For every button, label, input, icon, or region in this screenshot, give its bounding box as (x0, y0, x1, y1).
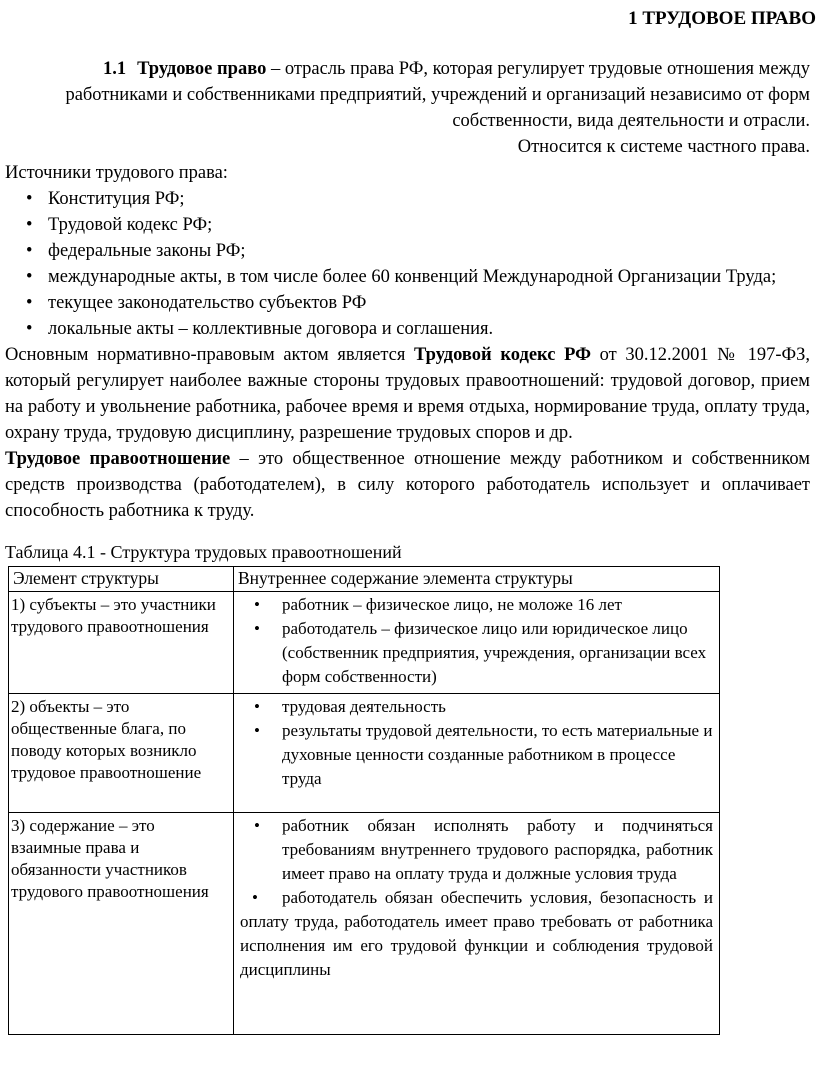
element-cell: 1) субъекты – это участники трудового правоотношения (9, 592, 234, 694)
content-bullet-item (240, 695, 713, 719)
bullet-text: работодатель – физическое лицо или юридическое лицо (собственник предприятия, учреждения, организации всех форм собственности) (282, 619, 707, 686)
bullet-icon: • (26, 215, 33, 235)
paragraph-text: Основным нормативно-правовым актом является (5, 345, 415, 365)
table-row-objects (9, 694, 720, 813)
source-item-text: локальные акты – коллективные договора и соглашения. (48, 319, 494, 339)
source-item-text: Конституция РФ; (48, 189, 185, 209)
section-number: 1.1 (103, 59, 127, 79)
content-bullet-item (240, 814, 713, 886)
content-bullet-item (240, 617, 713, 689)
sources-heading: Источники трудового права: (5, 163, 228, 183)
source-item (5, 316, 810, 342)
source-item (5, 264, 810, 290)
content-bullet-list (240, 593, 713, 689)
source-item-text: международные акты, в том числе более 60 конвенций Международной Организации Труда; (48, 267, 777, 287)
content-bullet-paragraph (240, 886, 713, 982)
content-cell (234, 592, 720, 694)
bullet-icon: • (254, 619, 260, 638)
sources-list (5, 186, 810, 342)
content-bullet-list (240, 695, 713, 791)
table-header-row (9, 567, 720, 592)
paragraph-bold-term: Трудовой кодекс РФ (414, 345, 591, 365)
source-item (5, 186, 810, 212)
column-header-element: Элемент структуры (9, 567, 234, 592)
bullet-icon: • (26, 293, 33, 313)
source-item-text: Трудовой кодекс РФ; (48, 215, 213, 235)
source-item (5, 238, 810, 264)
table-row-subjects (9, 592, 720, 694)
element-cell: 2) объекты – это общественные блага, по поводу которых возникло трудовое правоотношение (9, 694, 234, 813)
section-definition: – отрасль права РФ, которая регулирует трудовые отношения между работниками и собственниками предприятий, учреждений и организаций независимо от форм собственности, вида деятельности и отрасли. (65, 59, 810, 131)
table-row-content (9, 813, 720, 1035)
section-definition-paragraph (5, 56, 810, 134)
element-cell: 3) содержание – это взаимные права и обязанности участников трудового правоотношения (9, 813, 234, 1035)
section-note: Относится к системе частного права. (517, 137, 810, 157)
paragraph-text: от 30.12.2001 № 197-ФЗ, который регулирует наиболее важные стороны трудовых правоотношений: трудовой договор, прием на работу и увольнение работника, рабочее время и время отдыха, нормирование труда, оплату труда, охрану труда, трудовую дисциплину, разрешение трудовых споров и др. (5, 345, 810, 443)
section-term: Трудовое право (137, 59, 267, 79)
bullet-text: работник – физическое лицо, не моложе 16 лет (282, 595, 622, 614)
bullet-text: работодатель обязан обеспечить условия, безопасность и оплату труда, работодатель имеет право требовать от работника исполнения им его трудовой функции и соблюдения трудовой дисциплины (240, 888, 713, 979)
bullet-icon: • (26, 189, 33, 209)
source-item (5, 212, 810, 238)
bullet-icon: • (254, 697, 260, 716)
bullet-icon: • (254, 595, 260, 614)
bullet-text: работник обязан исполнять работу и подчиняться требованиям внутреннего трудового распорядка, работник имеет право на оплату труда и должные условия труда (282, 816, 713, 883)
bullet-icon: • (252, 888, 258, 907)
paragraph-labor-relation (5, 446, 810, 524)
paragraph-text: – это общественное отношение между работником и собственником средств производства (работодателем), в силу которого работодатель использует и оплачивает способность работника к труду. (5, 449, 810, 521)
content-bullet-item (240, 719, 713, 791)
bullet-text: трудовая деятельность (282, 697, 446, 716)
bullet-icon: • (26, 241, 33, 261)
source-item-text: текущее законодательство субъектов РФ (48, 293, 367, 313)
bullet-icon: • (254, 816, 260, 835)
paragraph-bold-term: Трудовое правоотношение (5, 449, 231, 469)
table-caption: Таблица 4.1 - Структура трудовых правоотношений (5, 542, 402, 562)
structure-table (8, 566, 720, 1035)
bullet-icon: • (26, 319, 33, 339)
bullet-icon: • (26, 267, 33, 287)
paragraph-labor-code (5, 342, 810, 446)
page-title: 1 ТРУДОВОЕ ПРАВО (628, 8, 816, 29)
content-cell (234, 694, 720, 813)
source-item-text: федеральные законы РФ; (48, 241, 246, 261)
content-cell (234, 813, 720, 1035)
bullet-text: результаты трудовой деятельности, то есть материальные и духовные ценности созданные работником в процессе труда (282, 721, 713, 788)
column-header-content: Внутреннее содержание элемента структуры (234, 567, 720, 592)
bullet-icon: • (254, 721, 260, 740)
content-bullet-item (240, 593, 713, 617)
source-item (5, 290, 810, 316)
content-bullet-list (240, 814, 713, 886)
